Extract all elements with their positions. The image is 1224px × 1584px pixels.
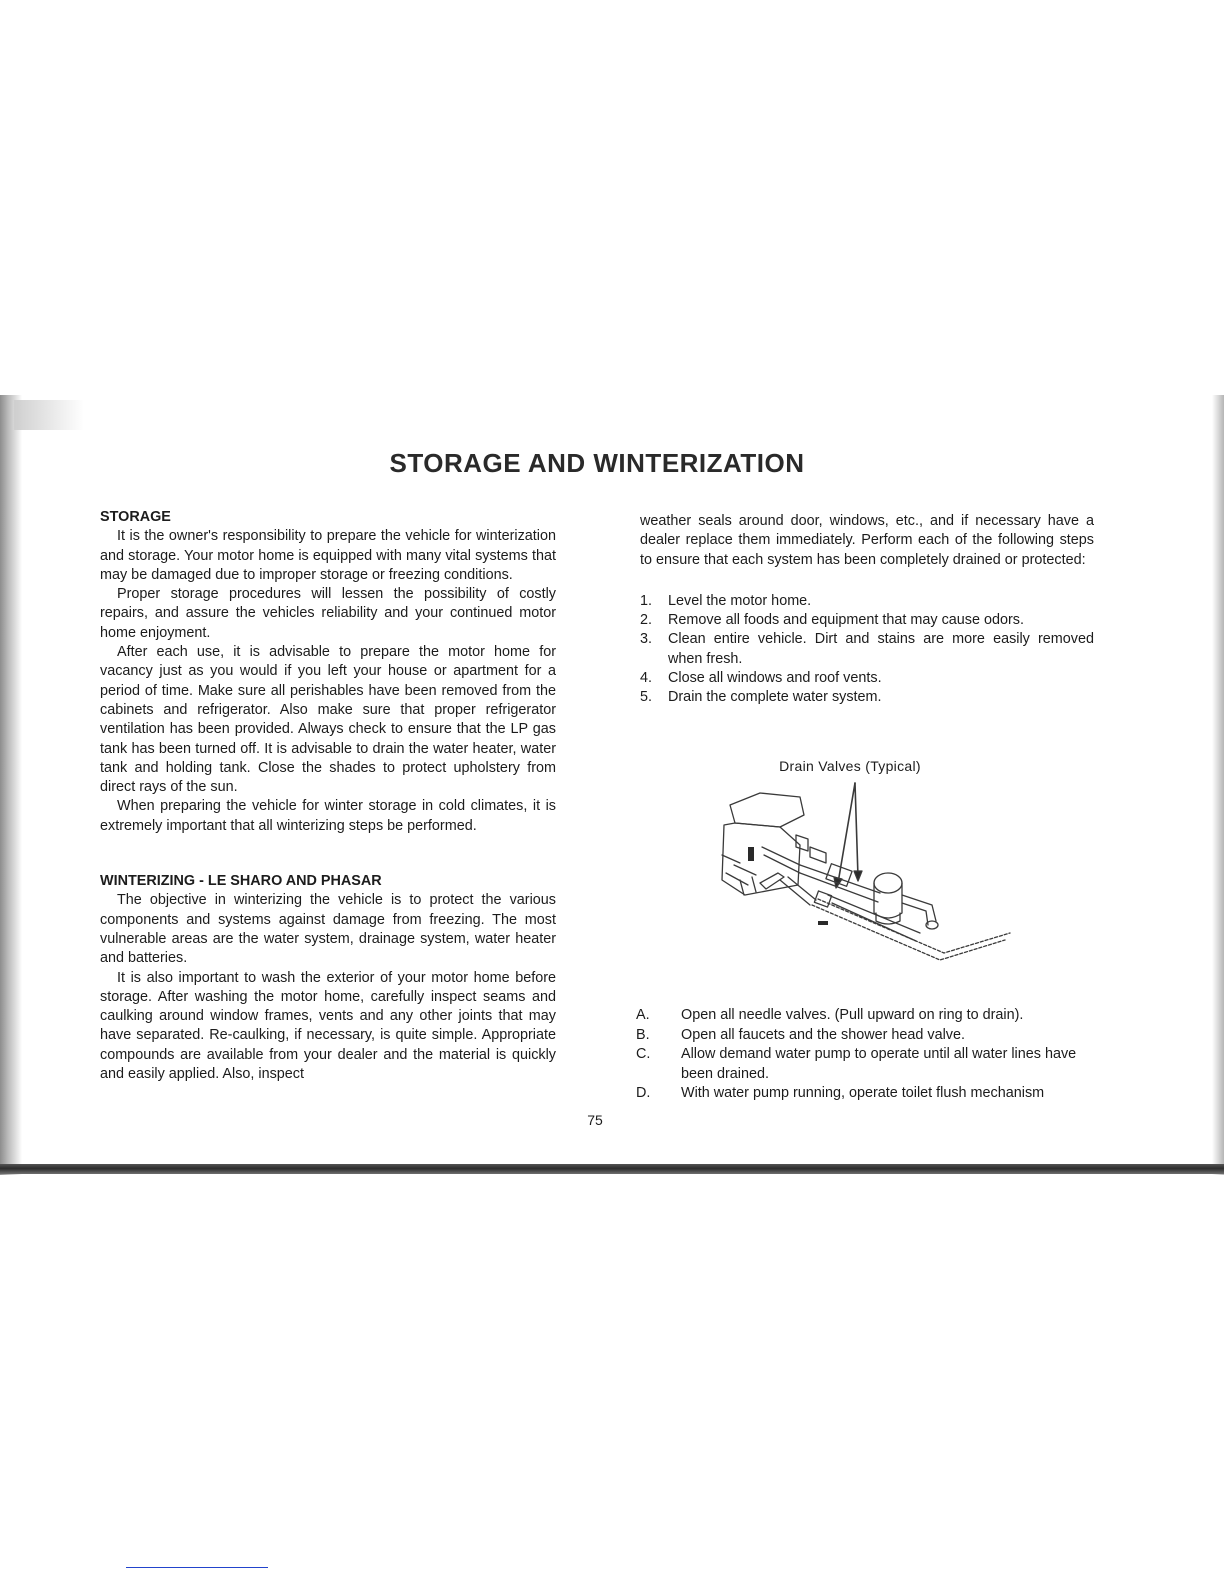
storage-paragraph: When preparing the vehicle for winter storage in cold climates, it is extremely important that all winterizing steps be performed. — [100, 798, 556, 834]
step-number: 5. — [640, 689, 653, 706]
scan-shadow-tab — [14, 400, 84, 430]
list-item — [640, 592, 1094, 611]
step-text: Level the motor home. — [668, 592, 812, 609]
storage-paragraph: It is the owner's responsibility to prepare the vehicle for winterization and storage. Your motor home is equipped with many vital systems that may be damaged due to improper storage or freezing conditions. — [100, 528, 556, 583]
lettered-steps — [636, 1006, 1092, 1104]
storage-section — [100, 508, 556, 836]
scan-shadow-left — [0, 395, 22, 1175]
step-letter: D. — [636, 1085, 651, 1102]
winterizing-heading: WINTERIZING - LE SHARO AND PHASAR — [100, 873, 382, 890]
winterizing-paragraph: It is also important to wash the exterior of your motor home before storage. After washing the motor home, carefully inspect seams and caulking around window frames, vents and any other joints that may have separated. Re-caulking, if necessary, is quite simple. Appropriate compounds are available from your dealer and the material is quickly and easily applied. Also, inspect — [100, 969, 556, 1083]
continuation-paragraph: weather seals around door, windows, etc., and if necessary have a dealer replace them immediately. Perform each of the following steps to ensure that each system has been completely drained or protected: — [640, 513, 1094, 568]
step-text: Open all faucets and the shower head valve. — [681, 1026, 965, 1043]
drain-valves-diagram — [700, 755, 1030, 985]
list-item — [636, 1006, 1092, 1026]
step-text: Drain the complete water system. — [668, 689, 882, 706]
list-item — [636, 1026, 1092, 1046]
step-number: 3. — [640, 631, 653, 648]
footer-rule — [126, 1567, 268, 1568]
left-column — [100, 508, 556, 1084]
diagram-caption: Drain Valves (Typical) — [779, 758, 921, 774]
step-text: Open all needle valves. (Pull upward on ring to drain). — [681, 1007, 1024, 1023]
storage-paragraph: After each use, it is advisable to prepare the motor home for vacancy just as you would if you left your house or apartment for a period of time. Make sure all perishables have been removed from the cabinets and refrigerator. Also make sure that proper refrigerator ventilation has been provided. Always check to ensure that the LP gas tank has been turned off. It is advisable to drain the water heater, water tank and holding tank. Close the shades to protect upholstery from direct rays of the sun. — [100, 644, 556, 796]
list-item — [636, 1045, 1092, 1084]
storage-paragraph: Proper storage procedures will lessen the possibility of costly repairs, and assure the vehicles reliability and your continued motor home enjoyment. — [100, 586, 556, 641]
right-column — [640, 512, 1094, 708]
step-letter: A. — [636, 1007, 650, 1023]
step-number: 1. — [640, 592, 653, 609]
list-item — [636, 1084, 1092, 1104]
list-item — [640, 688, 1094, 707]
page-number: 75 — [587, 1112, 603, 1128]
step-text: Close all windows and roof vents. — [668, 670, 882, 687]
page-title: STORAGE AND WINTERIZATION — [389, 448, 805, 478]
scan-bottom-edge — [0, 1164, 1224, 1174]
step-text: Remove all foods and equipment that may cause odors. — [668, 612, 1024, 629]
step-letter: B. — [636, 1026, 650, 1043]
numbered-steps — [640, 592, 1094, 708]
step-number: 4. — [640, 670, 653, 687]
winterizing-section — [100, 872, 556, 1084]
step-text: Clean entire vehicle. Dirt and stains are more easily removed when fresh. — [668, 631, 1094, 667]
list-item — [640, 630, 1094, 669]
step-letter: C. — [636, 1046, 651, 1063]
step-text: With water pump running, operate toilet flush mechanism — [681, 1085, 1045, 1102]
step-number: 2. — [640, 612, 653, 629]
drain-valves-illustration — [700, 755, 1030, 985]
storage-heading: STORAGE — [100, 509, 171, 525]
list-item — [640, 669, 1094, 688]
winterizing-paragraph: The objective in winterizing the vehicle is to protect the various components and systems against damage from freezing. The most vulnerable areas are the water system, drainage system, water heater and batteries. — [100, 892, 556, 967]
step-text: Allow demand water pump to operate until all water lines have been drained. — [681, 1046, 1077, 1082]
list-item — [640, 611, 1094, 630]
scan-shadow-right — [1212, 395, 1224, 1175]
